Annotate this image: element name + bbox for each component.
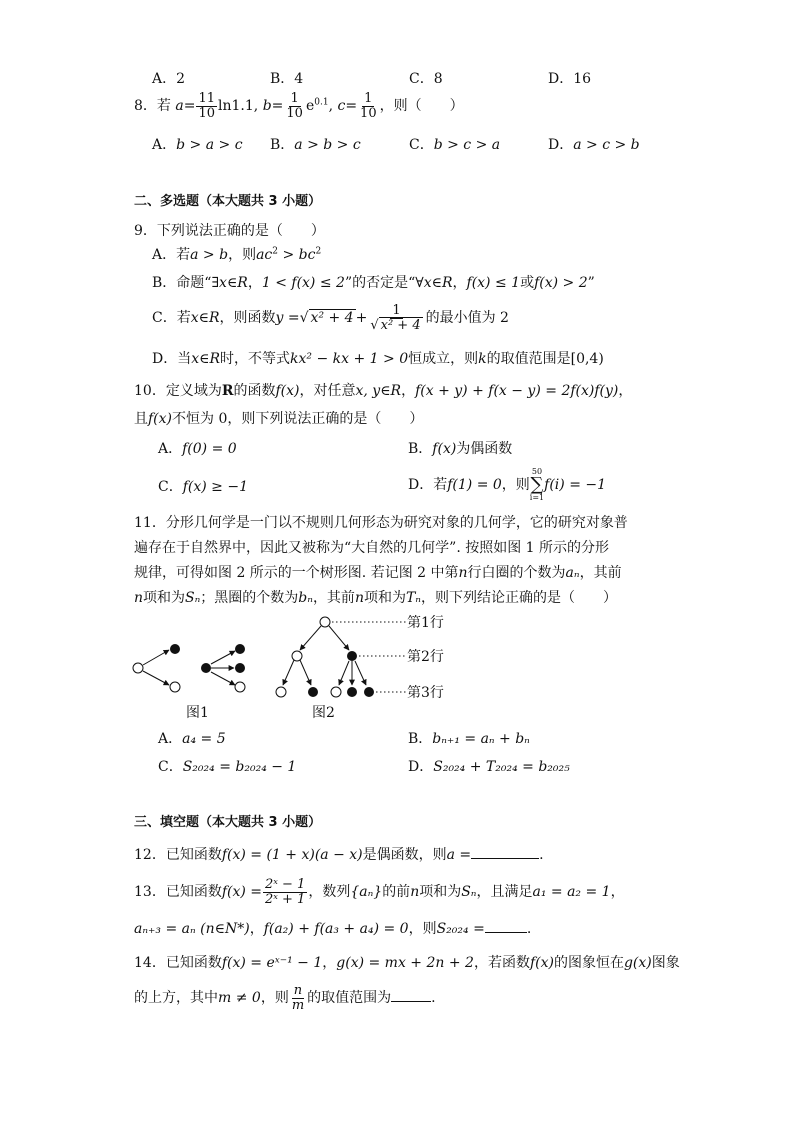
q9-option-b: B．命题“∃x∈R，1 < f(x) ≤ 2”的否定是“∀x∈R，f(x) ≤ 1或f(x) > 2” — [152, 275, 595, 291]
row-1-label: 第1行 — [407, 615, 444, 631]
q8-stem: 8．若 a= $\frac{11}{10}$ ln1.1, b= $\frac{1}{10}$ $e^{0.1}$, c= $\frac{1}{10}$ ，则（ ） — [134, 91, 464, 121]
q11-stem-line1: 11．分形几何学是一门以不规则几何形态为研究对象的几何学，它的研究对象普 — [134, 515, 628, 531]
q7-option-c: C．8 — [409, 71, 443, 87]
q11-stem-line2: 遍存在于自然界中，因此又被称为“大自然的几何学”. 按照如图 1 所示的分形 — [134, 540, 610, 556]
row-2-label: 第2行 — [407, 649, 444, 665]
q11-option-a: A．a₄ = 5 — [158, 731, 226, 747]
q11-stem-line4: n项和为Sₙ；黑圈的个数为bₙ，其前n项和为Tₙ，则下列结论正确的是（ ） — [134, 590, 617, 606]
q13-answer-blank[interactable] — [485, 932, 527, 933]
q11-stem-line3: 规律，可得如图 2 所示的一个树形图. 若记图 2 中第n行白圈的个数为aₙ，其前 — [134, 565, 622, 581]
q11-option-c: C．S₂₀₂₄ = b₂₀₂₄ − 1 — [158, 759, 297, 775]
figure-1-black-rule — [201, 644, 245, 692]
q13-stem-line2: aₙ₊₃ = aₙ (n∈N*)，f(a₂) + f(a₃ + a₄) = 0，则S₂₀₂₄ = . — [134, 921, 532, 937]
q10-stem-line1: 10．定义域为R的函数f(x)，对任意x, y∈R，f(x + y) + f(x − y) = 2f(x)f(y)， — [134, 383, 633, 399]
q10-option-d: D．若f(1) = 0，则 50 ∑ i=1 f(i) = −1 — [408, 467, 607, 502]
q12-answer-blank[interactable] — [471, 858, 539, 859]
figure-1-label: 图1 — [186, 705, 209, 721]
q11-option-d: D．S₂₀₂₄ + T₂₀₂₄ = b₂₀₂₅ — [408, 759, 570, 775]
q7-option-b: B．4 — [270, 71, 304, 87]
q9-option-d: D．当x∈R时，不等式kx² − kx + 1 > 0恒成立，则k的取值范围是[0,4) — [152, 351, 604, 367]
section-fill-blank-title: 三、填空题（本大题共 3 小题） — [134, 815, 322, 830]
figure-2-label: 图2 — [312, 705, 335, 721]
q9-option-c: C．若x∈R，则函数y =√ x² + 4 + $\frac{1}{\text{√ x² + 4}}$ 的最小值为 2 — [152, 303, 509, 333]
q10-option-c: C．f(x) ≥ −1 — [158, 479, 248, 495]
q10-stem-line2: 且f(x)不恒为 0，则下列说法正确的是（ ） — [134, 411, 424, 427]
q14-stem-line2: 的上方，其中m ≠ 0，则 $\frac{n}{m}$ 的取值范围为 . — [134, 983, 436, 1013]
q10-option-b: B．f(x)为偶函数 — [408, 441, 513, 457]
q8-option-c: C．b > c > a — [409, 137, 501, 153]
q7-option-d: D．16 — [548, 71, 592, 87]
q11-option-b: B．bₙ₊₁ = aₙ + bₙ — [408, 731, 530, 747]
q9-option-a: A．若a > b，则$ac^2 > bc^2$ — [152, 246, 322, 263]
figure-2-tree — [276, 617, 406, 697]
q12-stem: 12．已知函数f(x) = (1 + x)(a − x)是偶函数，则a = . — [134, 847, 544, 863]
row-3-label: 第3行 — [407, 685, 444, 701]
q8-option-b: B．a > b > c — [270, 137, 361, 153]
q14-answer-blank[interactable] — [391, 1001, 431, 1002]
q8-option-d: D．a > c > b — [548, 137, 640, 153]
figure-1-white-rule — [133, 644, 180, 692]
q13-stem-line1: 13．已知函数f(x) = $\frac{\text{2ˣ − 1}}{\text{2ˣ + 1}}$ ，数列{aₙ}的前n项和为Sₙ，且满足a₁ = a₂ = 1， — [134, 877, 625, 907]
q14-stem-line1: 14．已知函数f(x) = eˣ⁻¹ − 1，g(x) = mx + 2n + 2，若函数f(x)的图象恒在g(x)图象 — [134, 955, 680, 971]
q8-option-a: A．b > a > c — [152, 137, 243, 153]
q9-stem: 9．下列说法正确的是（ ） — [134, 223, 325, 239]
q7-option-a: A．2 — [152, 71, 186, 87]
section-multi-choice-title: 二、多选题（本大题共 3 小题） — [134, 194, 322, 209]
q10-option-a: A．f(0) = 0 — [158, 441, 237, 457]
